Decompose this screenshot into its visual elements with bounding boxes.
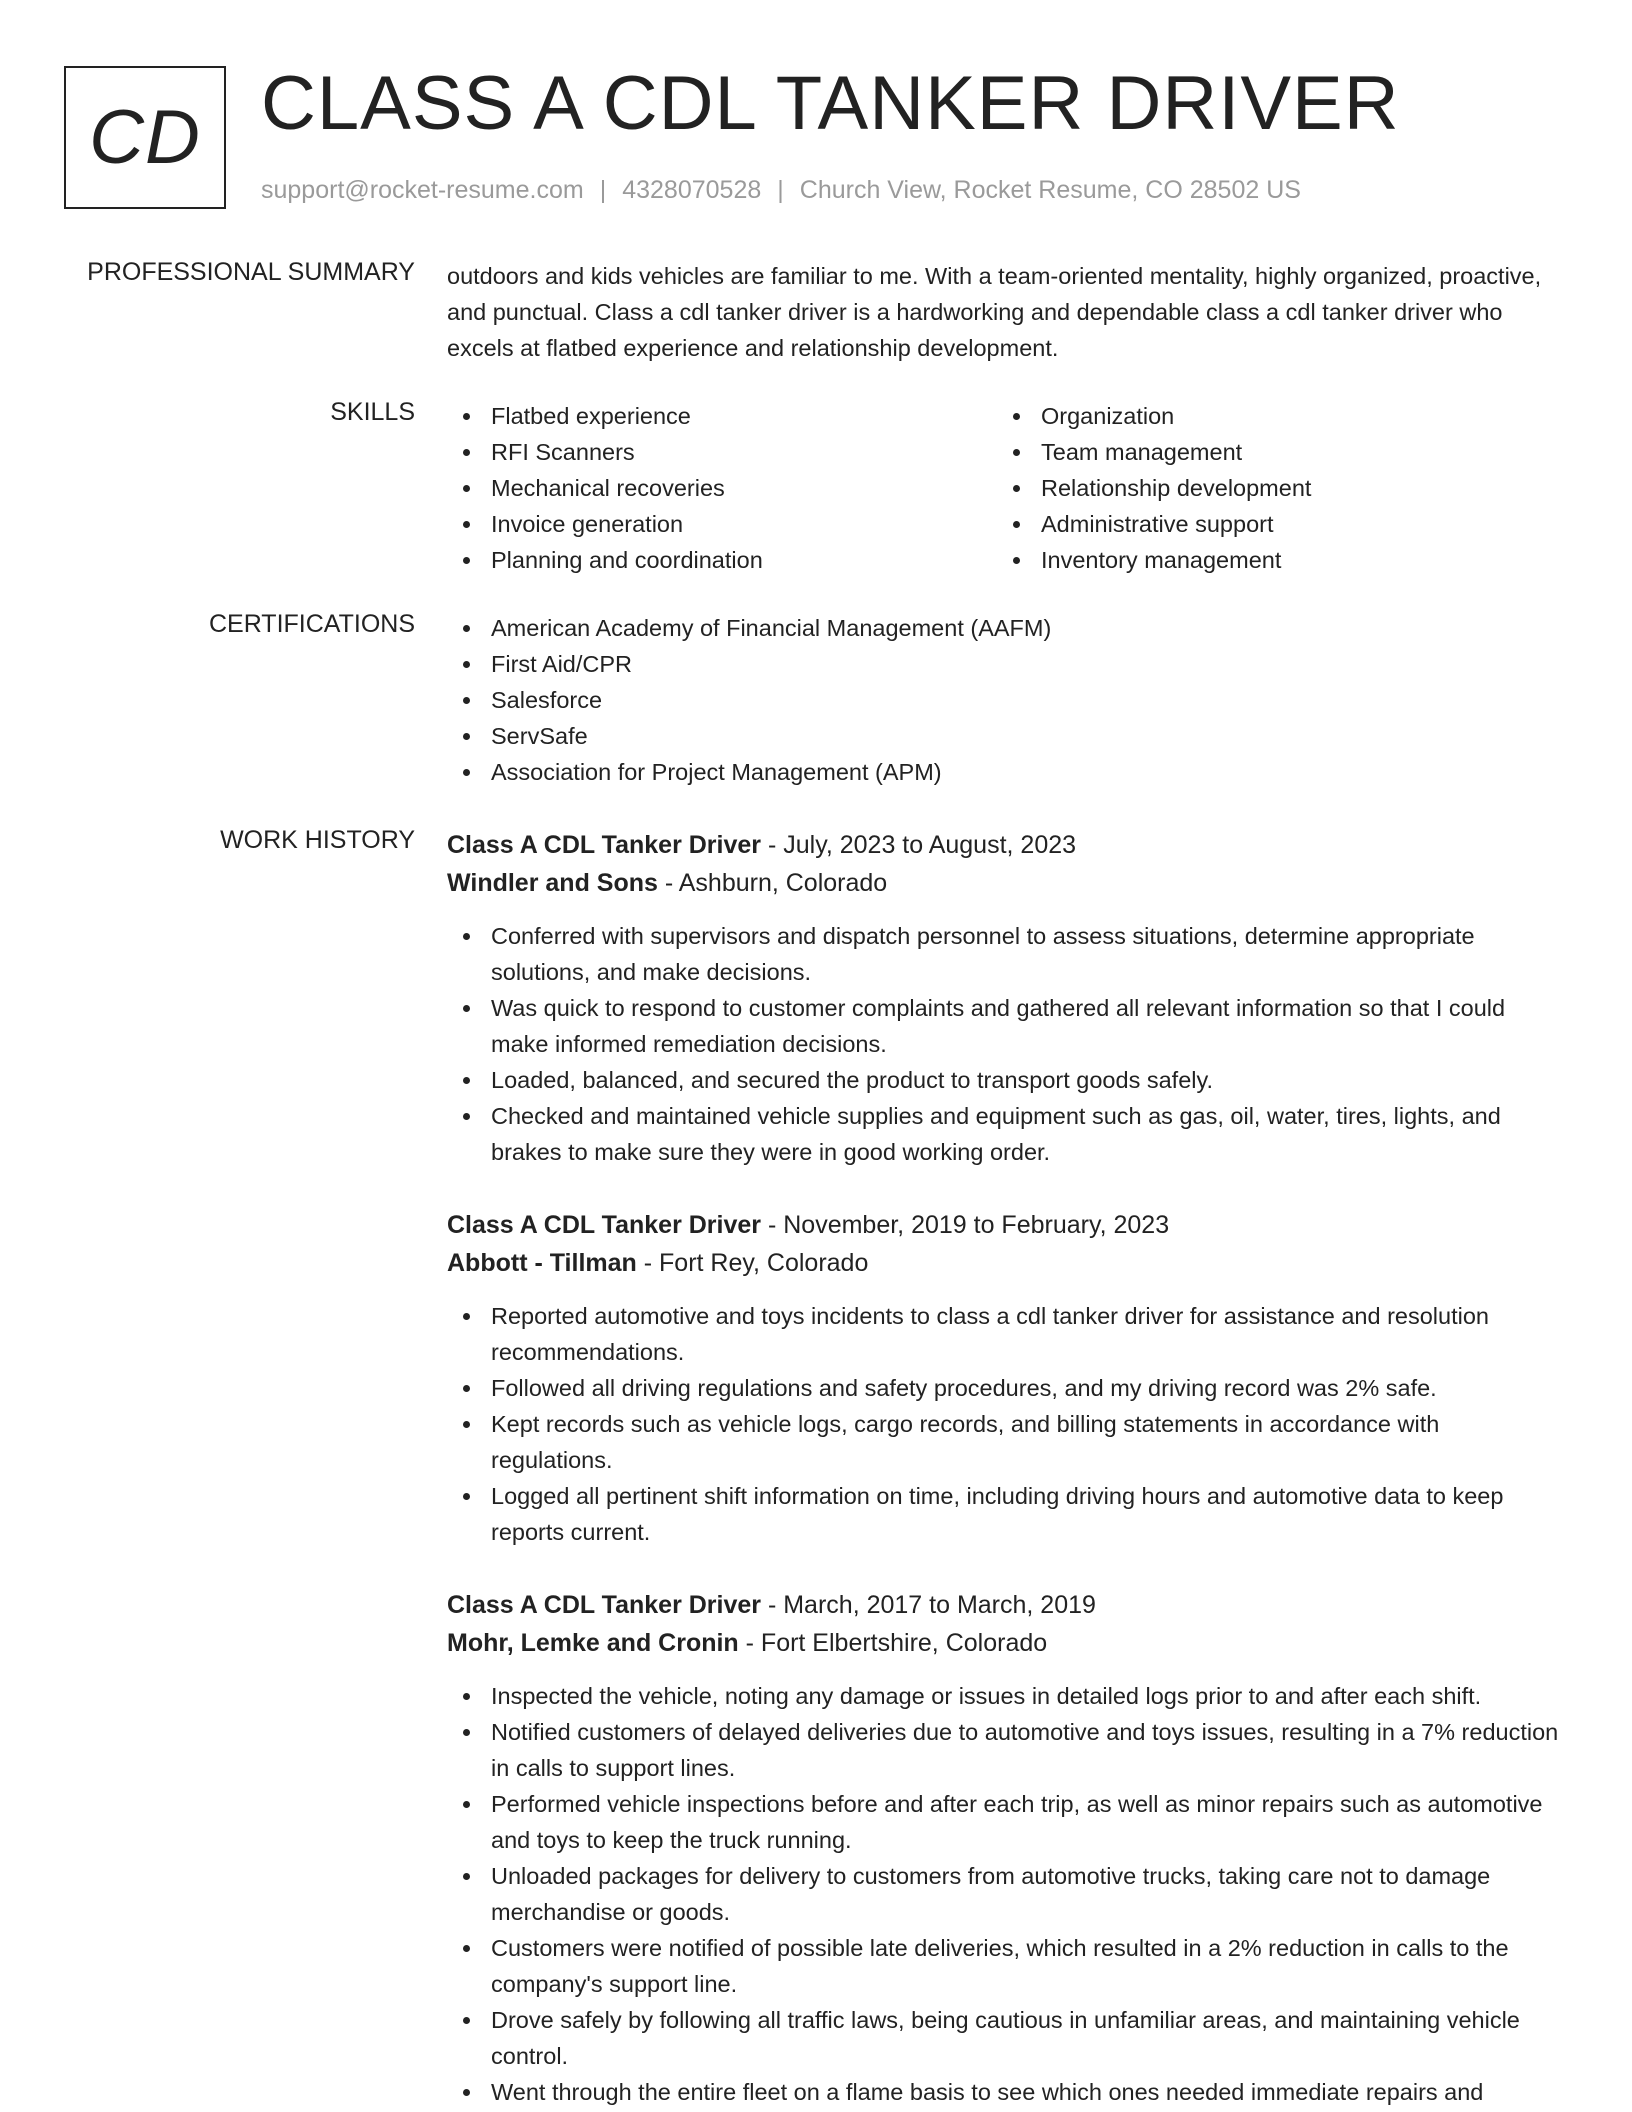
job-duty: Conferred with supervisors and dispatch personnel to assess situations, determine appropriate solutions, and make decisions. [447, 918, 1562, 990]
job-duties [447, 918, 1562, 1170]
job-duty: Unloaded packages for delivery to customers from automotive trucks, taking care not to damage merchandise or goods. [447, 1858, 1562, 1930]
work-history-body [447, 826, 1562, 2112]
job-duty: Inspected the vehicle, noting any damage or issues in detailed logs prior to and after each shift. [447, 1678, 1562, 1714]
skills-body [447, 398, 1562, 578]
job-location: - Fort Rey, Colorado [636, 1249, 869, 1277]
certification-item: First Aid/CPR [447, 646, 1562, 682]
job-dates: - July, 2023 to August, 2023 [761, 831, 1077, 859]
job-company-line [447, 1624, 1562, 1662]
skills-column-2 [997, 398, 1547, 578]
job-duty: Kept records such as vehicle logs, cargo records, and billing statements in accordance with regulations. [447, 1406, 1562, 1478]
skill-item: Organization [997, 398, 1547, 434]
certifications-label: CERTIFICATIONS [208, 610, 415, 638]
skill-item: Mechanical recoveries [447, 470, 997, 506]
job-title: Class A CDL Tanker Driver [447, 1591, 762, 1619]
skill-item: Planning and coordination [447, 542, 997, 578]
certification-item: ServSafe [447, 718, 1562, 754]
job-title-line [447, 1586, 1562, 1624]
skill-item: RFI Scanners [447, 434, 997, 470]
contact-separator: | [599, 176, 607, 204]
work-history-label: WORK HISTORY [220, 826, 415, 854]
skills-column-1 [447, 398, 997, 578]
certification-item: American Academy of Financial Management (AAFM) [447, 610, 1562, 646]
certifications-body [447, 610, 1562, 790]
job-location: - Fort Elbertshire, Colorado [738, 1629, 1048, 1657]
job-duty: Notified customers of delayed deliveries due to automotive and toys issues, resulting in a 7% reduction in calls to support lines. [447, 1714, 1562, 1786]
contact-address: Church View, Rocket Resume, CO 28502 US [799, 176, 1301, 204]
job-entry [447, 826, 1562, 1170]
contact-separator: | [777, 176, 784, 204]
monogram-box [64, 66, 226, 209]
skill-item: Flatbed experience [447, 398, 997, 434]
skills-label: SKILLS [330, 398, 415, 426]
certification-item: Association for Project Management (APM) [447, 754, 1562, 790]
job-duty: Reported automotive and toys incidents to class a cdl tanker driver for assistance and resolution recommendations. [447, 1298, 1562, 1370]
job-entry [447, 1586, 1562, 2110]
job-duty: Followed all driving regulations and safety procedures, and my driving record was 2% safe. [447, 1370, 1562, 1406]
resume-title: CLASS A CDL TANKER DRIVER [261, 61, 1400, 146]
job-duty: Performed vehicle inspections before and after each trip, as well as minor repairs such as automotive and toys to keep the truck running. [447, 1786, 1562, 1858]
summary-label: PROFESSIONAL SUMMARY [87, 258, 415, 286]
job-company-line [447, 1244, 1562, 1282]
skill-item: Team management [997, 434, 1547, 470]
contact-line [261, 176, 1301, 205]
job-title: Class A CDL Tanker Driver [447, 831, 762, 859]
job-duty: Went through the entire fleet on a flame basis to see which ones needed immediate repairs and [447, 2074, 1562, 2110]
job-company: Mohr, Lemke and Cronin [447, 1629, 739, 1657]
skill-item: Relationship development [997, 470, 1547, 506]
job-duty: Checked and maintained vehicle supplies and equipment such as gas, oil, water, tires, lights, and brakes to make sure they were in good working order. [447, 1098, 1562, 1170]
job-duties [447, 1678, 1562, 2110]
contact-phone: 4328070528 [622, 176, 762, 204]
skill-item: Administrative support [997, 506, 1547, 542]
job-title-line [447, 1206, 1562, 1244]
job-title-line [447, 826, 1562, 864]
certifications-list [447, 610, 1562, 790]
job-duty: Customers were notified of possible late deliveries, which resulted in a 2% reduction in calls to the company's support line. [447, 1930, 1562, 2002]
contact-email: support@rocket-resume.com [261, 176, 584, 204]
job-company: Abbott - Tillman [447, 1249, 637, 1277]
certification-item: Salesforce [447, 682, 1562, 718]
summary-text: outdoors and kids vehicles are familiar to me. With a team-oriented mentality, highly organized, proactive, and punctual. Class a cdl tanker driver is a hardworking and dependable class a cdl tanker driver who excels at flatbed experience and relationship development. [447, 263, 1542, 361]
job-company: Windler and Sons [447, 869, 658, 897]
skill-item: Inventory management [997, 542, 1547, 578]
job-duties [447, 1298, 1562, 1550]
job-duty: Drove safely by following all traffic laws, being cautious in unfamiliar areas, and maintaining vehicle control. [447, 2002, 1562, 2074]
monogram-initials: CD [89, 95, 201, 180]
job-duty: Loaded, balanced, and secured the product to transport goods safely. [447, 1062, 1562, 1098]
skill-item: Invoice generation [447, 506, 997, 542]
job-company-line [447, 864, 1562, 902]
job-title: Class A CDL Tanker Driver [447, 1211, 762, 1239]
job-entry [447, 1206, 1562, 1550]
job-dates: - November, 2019 to February, 2023 [761, 1211, 1170, 1239]
job-dates: - March, 2017 to March, 2019 [761, 1591, 1096, 1619]
job-location: - Ashburn, Colorado [657, 869, 888, 897]
job-duty: Was quick to respond to customer complaints and gathered all relevant information so that I could make informed remediation decisions. [447, 990, 1562, 1062]
job-duty: Logged all pertinent shift information on time, including driving hours and automotive data to keep reports current. [447, 1478, 1562, 1550]
